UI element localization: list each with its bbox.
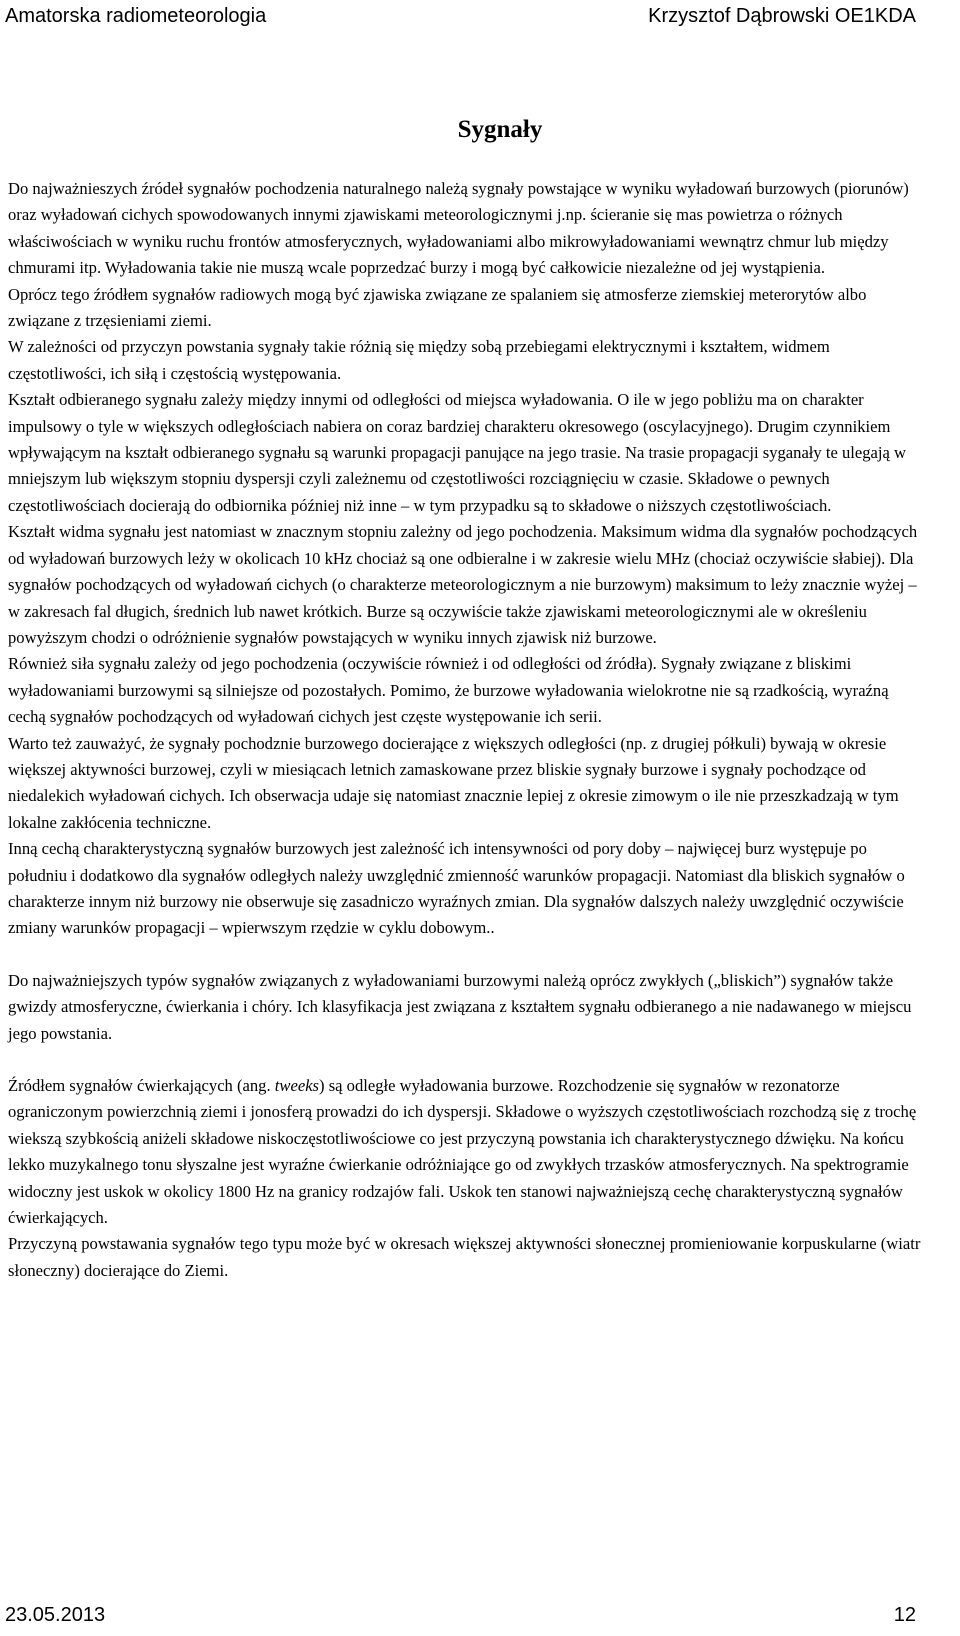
paragraph: Inną cechą charakterystyczną sygnałów burzowych jest zależność ich intensywności od pory doby – najwięcej burz występuje po południu i dodatkowo dla sygnałów odległych należy uwzględnić zmienność warunków propagacji. Natomiast dla bliskich sygnałów o charakterze innym niż burzowy nie obserwuje się zasadniczo wyraźnych zmian. Dla sygnałów dalszych należy uwzględnić oczywiście zmiany warunków propagacji – wpierwszym rzędzie w cyklu dobowym.. [8,839,905,938]
footer-date: 23.05.2013 [5,1603,106,1626]
paragraph [8,1073,922,1231]
paragraph: Oprócz tego źródłem sygnałów radiowych mogą być zjawiska związane ze spalaniem się atmosferze ziemskiej meterorytów albo związane z trzęsieniami ziemi. [8,284,867,331]
paragraph: Również siła sygnału zależy od jego pochodzenia (oczywiście również i od odległości od źródła). Sygnały związane z bliskimi wyładowaniami burzowymi są silniejsze od pozostałych. Pomimo, że burzowe wyładowania wielokrotne nie są rzadkością, wyraźną cechą sygnałów pochodzących od wyładowań cichych jest częste występowanie ich serii. [8,654,889,727]
italic-term: tweeks [274,1076,320,1095]
paragraph: Przyczyną powstawania sygnałów tego typu może być w okresach większej aktywności słonecznej promieniowanie korpuskularne (wiatr słoneczny) docierające do Ziemi. [8,1234,921,1280]
header-right-text: Krzysztof Dąbrowski OE1KDA [648,4,916,27]
paragraph: Do najważnieszych źródeł sygnałów pochodzenia naturalnego należą sygnały powstające w wyniku wyładowań burzowych (piorunów) oraz wyładowań cichych spowodowanych innymi zjawiskami meteorologicznymi j.np. ścieranie się mas powietrza o różnych właściwościach w wyniku ruchu frontów atmosferycznych, wyładowaniami albo mikrowyładowaniami wewnątrz chmur lub między chmurami itp. Wyładowania takie nie muszą wcale poprzedzać burzy i mogą być całkowicie niezależne od jej wystąpienia. [8,179,909,278]
page-title: Sygnały [457,116,543,143]
footer-page-number: 12 [893,1603,916,1626]
paragraph-text: Źródłem sygnałów ćwierkających (ang. [8,1076,275,1095]
paragraph: Kształt odbieranego sygnału zależy między innymi od odległości od miejsca wyładowania. O ile w jego pobliżu ma on charakter impulsowy o tyle w większych odległościach nabiera on coraz bardziej charakteru okresowego (oscylacyjnego). Drugim czynnikiem wpływającym na kształt odbieranego sygnału są warunki propagacji panujące na jego trasie. Na trasie propagacji syganały te ulegają w mniejszym lub większym stopniu dyspersji czyli zależnemu od częstotliwości rozciągnięciu w czasie. Składowe o pewnych częstotliwościach docierają do odbiornika później niż inne – w tym przypadku są to składowe o niższych częstotliwościach. [8,390,907,515]
header-left-text: Amatorska radiometeorologia [5,4,267,27]
page-footer [5,1600,916,1630]
paragraph-text: ) są odległe wyładowania burzowe. Rozchodzenie się sygnałów w rezonatorze ograniczonym powierzchnią ziemi i jonosferą prowadzi do ich dyspersji. Składowe o wyższych częstotliwościach rozchodzą się z trochę wiekszą szybkością aniżeli składowe niskoczęstotliwościowe co jest przyczyną powstania ich charakterystycznego dźwięku. Na końcu lekko muzykalnego tonu słyszalne jest wyraźne ćwierkanie odróżniające go od zwykłych trzasków atmosferycznych. Na spektrogramie widoczny jest uskok w okolicy 1800 Hz na granicy rodzajów fali. Uskok ten stanowi najważniejszą cechę charakterystyczną sygnałów ćwierkających. [8,1076,917,1228]
paragraph: Warto też zauważyć, że sygnały pochodznie burzowego docierające z większych odległości (np. z drugiej półkuli) bywają w okresie większej aktywności burzowej, czyli w miesiącach letnich zamaskowane przez bliskie sygnały burzowe i sygnały pochodzące od niedalekich wyładowań cichych. Ich obserwacja udaje się natomiast znacznie lepiej z okresie zimowym o ile nie przeszkadzają w tym lokalne zakłócenia techniczne. [8,733,899,832]
document-body [8,176,922,1284]
page-header [5,2,916,30]
paragraph: W zależności od przyczyn powstania sygnały takie różnią się między sobą przebiegami elektrycznymi i kształtem, widmem częstotliwości, ich siłą i częstością występowania. [8,337,830,383]
paragraph: Do najważniejszych typów sygnałów związanych z wyładowaniami burzowymi należą oprócz zwykłych („bliskich”) sygnałów także gwizdy atmosferyczne, ćwierkania i chóry. Ich klasyfikacja jest związana z kształtem sygnału odbieranego a nie nadawanego w miejscu jego powstania. [8,970,912,1043]
paragraph: Kształt widma sygnału jest natomiast w znacznym stopniu zależny od jego pochodzenia. Maksimum widma dla sygnałów pochodzących od wyładowań burzowych leży w okolicach 10 kHz chociaż są one odbieralne i w zakresie wielu MHz (chociaż oczywiście słabiej). Dla sygnałów pochodzących od wyładowań cichych (o charakterze meteorologicznym a nie burzowym) maksimum to leży znacznie wyżej – w zakresach fal długich, średnich lub nawet krótkich. Burze są oczywiście także zjawiskami meteorologicznymi ale w określeniu powyższym chodzi o odróżnienie sygnałów powstających w wyniku innych zjawisk niż burzowe. [8,522,918,647]
